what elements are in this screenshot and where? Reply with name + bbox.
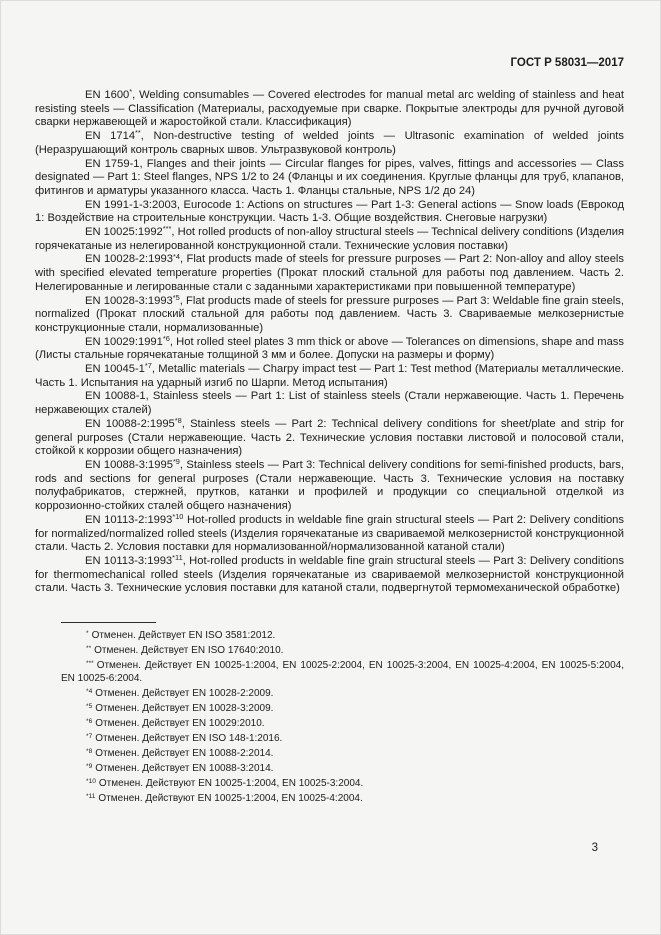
footnotes-list <box>61 629 624 805</box>
footnote-marker: *10 <box>86 777 96 785</box>
reference-code: EN 10088-2:1995 <box>85 417 175 430</box>
reference-footnote-mark: *4 <box>173 251 180 261</box>
reference-code: EN 10028-3:1993 <box>85 294 173 307</box>
footnote-text: Отменен. Действует EN ISO 3581:2012. <box>91 630 276 642</box>
footnote-marker: *8 <box>86 747 93 755</box>
footnote-text: Отменен. Действует EN ISO 17640:2010. <box>94 645 284 657</box>
footnote-marker: * <box>86 629 89 637</box>
reference-paragraph <box>35 418 624 459</box>
reference-footnote-mark: *7 <box>144 361 152 371</box>
footnote-text: Отменен. Действует EN 10088-3:2014. <box>95 763 274 775</box>
footnote-marker: *5 <box>86 702 93 710</box>
footnote-text: Отменен. Действует EN 10029:2010. <box>95 718 265 730</box>
reference-paragraph <box>35 89 624 130</box>
footnote-divider <box>61 622 156 623</box>
reference-code: EN 10088-1 <box>85 390 146 403</box>
reference-text: , Eurocode 1: Actions on structures — Part 1-3: General actions — Snow loads (Еврокод 1: Воздействие на строительные конструкции. Часть 1-3. Общие воздействия. Снеговые нагрузки) <box>35 198 624 225</box>
reference-footnote-mark: * <box>129 87 133 97</box>
footnote-marker: *6 <box>86 717 93 725</box>
reference-code: EN 1714 <box>85 130 136 143</box>
footnote-item <box>61 732 624 745</box>
footnote-item <box>61 644 624 657</box>
reference-code: EN 10088-3:1995 <box>85 458 173 471</box>
reference-text: , Flanges and their joints — Circular flanges for pipes, valves, fittings and accessories — Class designated — Part 1: Steel flanges, NPS 1/2 to 24 (Фланцы и их соединения. Круглые фланцы для труб, клапанов, фитингов и арматуры указанного класса. Часть 1. Фланцы стальные, NPS 1/2 до 24) <box>35 157 624 197</box>
footnote-text: Отменен. Действует EN 10028-2:2009. <box>95 688 274 700</box>
reference-text: , Flat products made of steels for pressure purposes — Part 2: Non-alloy and alloy steels with specified elevated temperature properties (Прокат плоский стальной для работы под давлением. Часть 2. Нелегированные и легированные стали с заданными характеристиками при повышенной температуре) <box>35 253 624 293</box>
reference-paragraph <box>35 292 624 336</box>
reference-code: EN 10113-3:1993 <box>85 554 173 567</box>
reference-footnote-mark: *8 <box>174 416 182 426</box>
reference-text: , Flat products made of steels for pressure purposes — Part 3: Weldable fine grain steels, normalized (Прокат плоский стальной для работы под давлением. Часть 3. Свариваемые мелкозернистые конструкционные стали, нормализованные) <box>35 294 624 334</box>
footnote-marker: *7 <box>86 732 93 740</box>
footnote-marker: *** <box>86 659 94 667</box>
footnote-item <box>61 659 624 685</box>
reference-paragraph <box>35 130 624 157</box>
footnote-item <box>61 702 624 715</box>
footnote-item <box>61 629 624 642</box>
reference-code: EN 10025:1992 <box>85 226 163 239</box>
reference-code: EN 10028-2:1993 <box>85 253 173 266</box>
footnote-text: Отменен. Действует EN 10028-3:2009. <box>95 703 274 715</box>
reference-footnote-mark: ** <box>135 128 141 138</box>
reference-footnote-mark: *** <box>162 224 172 234</box>
reference-paragraph <box>35 199 624 226</box>
reference-text: , Non-destructive testing of welded joints — Ultrasonic examination of welded joints (Неразрушающий контроль сварных швов. Ультразвуковой контроль) <box>35 130 624 156</box>
reference-code: EN 10045-1 <box>85 363 145 376</box>
reference-paragraph <box>35 333 624 363</box>
footnote-item <box>61 792 624 805</box>
reference-text: , Stainless steels — Part 2: Technical delivery conditions for sheet/plate and strip for general purposes (Стали нержавеющие. Часть 2. Технические условия поставки листовой и полосовой стали, стойкой к коррозии общего назначения) <box>35 417 625 458</box>
footnote-item <box>61 762 624 775</box>
reference-code: EN 1759-1 <box>85 157 140 170</box>
footnote-text: Отменен. Действует EN 10025-1:2004, EN 10025-2:2004, EN 10025-3:2004, EN 10025-4:2004, EN 10025-5:2004, EN 10025-6:2004. <box>61 660 624 685</box>
footnote-text: Отменен. Действует EN ISO 148-1:2016. <box>95 733 283 745</box>
footnote-item <box>61 687 624 700</box>
reference-text: , Hot rolled steel plates 3 mm thick or above — Tolerances on dimensions, shape and mass (Листы стальные горячекатаные толщиной 3 мм и более. Допуски на размеры и форму) <box>35 335 624 362</box>
reference-paragraph <box>35 226 624 253</box>
reference-text: , Welding consumables — Covered electrodes for manual metal arc welding of stainless and heat resisting steels — Classification (Материалы, расходуемые при сварке. Покрытые электроды для ручной дуговой сварки нержавеющей и жаростойкой стали. Классификация) <box>35 89 624 129</box>
footnote-item <box>61 777 624 790</box>
reference-footnote-mark: *11 <box>172 553 183 563</box>
footnote-marker: ** <box>86 644 92 652</box>
reference-footnote-mark: *5 <box>172 292 180 302</box>
reference-code: EN 1600 <box>85 89 130 101</box>
footnote-text: Отменен. Действуют EN 10025-1:2004, EN 10025-3:2004. <box>98 778 364 790</box>
reference-text: , Hot rolled products of non-alloy structural steels — Technical delivery conditions (Изделия горячекатаные из нелегированной конструкционной стали. Технические условия поставки) <box>35 226 624 252</box>
reference-text: , Stainless steels — Part 1: List of stainless steels (Стали нержавеющие. Часть 1. Перечень нержавеющих сталей) <box>35 390 624 417</box>
footnote-item <box>61 747 624 760</box>
footnote-marker: *9 <box>86 762 93 770</box>
reference-paragraph <box>35 555 624 596</box>
reference-code: EN 10113-2:1993 <box>85 513 173 526</box>
footnote-text: Отменен. Действуют EN 10025-1:2004, EN 10025-4:2004. <box>98 793 363 805</box>
footnotes-section <box>61 622 624 805</box>
reference-code: EN 10029:1991 <box>85 335 163 348</box>
reference-text: , Hot-rolled products in weldable fine grain structural steels — Part 3: Delivery conditions for thermomechanical rolled steels (Изделия горячекатаные из свариваемой мелкозернистой конструкционной стали. Часть 3. Технические условия поставки для катаной стали, подвергнутой термомеханической обработке) <box>35 554 624 595</box>
reference-paragraph <box>35 158 624 199</box>
reference-paragraph <box>35 459 624 514</box>
reference-footnote-mark: *6 <box>162 333 170 343</box>
reference-code: EN 1991-1-3:2003 <box>85 198 177 211</box>
reference-text: , Stainless steels — Part 3: Technical delivery conditions for semi-finished products, bars, rods and sections for general purposes (Стали нержавеющие. Часть 3. Технические условия на поставку полуфабрикатов, стержней, прутков, катанки и профилей и продукции со специальной отделкой из коррозионно-стойких сталей общего назначения) <box>35 458 624 513</box>
reference-paragraph <box>35 390 624 417</box>
reference-paragraph <box>35 253 624 294</box>
footnote-marker: *4 <box>86 687 93 695</box>
footnote-text: Отменен. Действует EN 10088-2:2014. <box>95 748 274 760</box>
footnote-item <box>61 717 624 730</box>
reference-paragraph <box>35 363 624 390</box>
document-code: ГОСТ Р 58031—2017 <box>510 57 624 69</box>
reference-text: , Metallic materials — Charpy impact test — Part 1: Test method (Материалы металлические. Часть 1. Испытания на ударный изгиб по Шарпи. Метод испытания) <box>35 363 624 389</box>
reference-text: Hot-rolled products in weldable fine grain structural steels — Part 2: Delivery conditions for normalized/normalized rolled steels (Изделия горячекатаные из свариваемой мелкозернистой конструкционной стали. Часть 2. Условия поставки для нормализованной/нормализованной катаной стали) <box>35 513 624 554</box>
reference-paragraph <box>35 514 624 555</box>
page-number: 3 <box>591 842 598 854</box>
references-list <box>35 89 624 596</box>
footnote-marker: *11 <box>86 792 96 800</box>
reference-footnote-mark: *10 <box>172 512 184 522</box>
reference-footnote-mark: *9 <box>172 457 180 467</box>
